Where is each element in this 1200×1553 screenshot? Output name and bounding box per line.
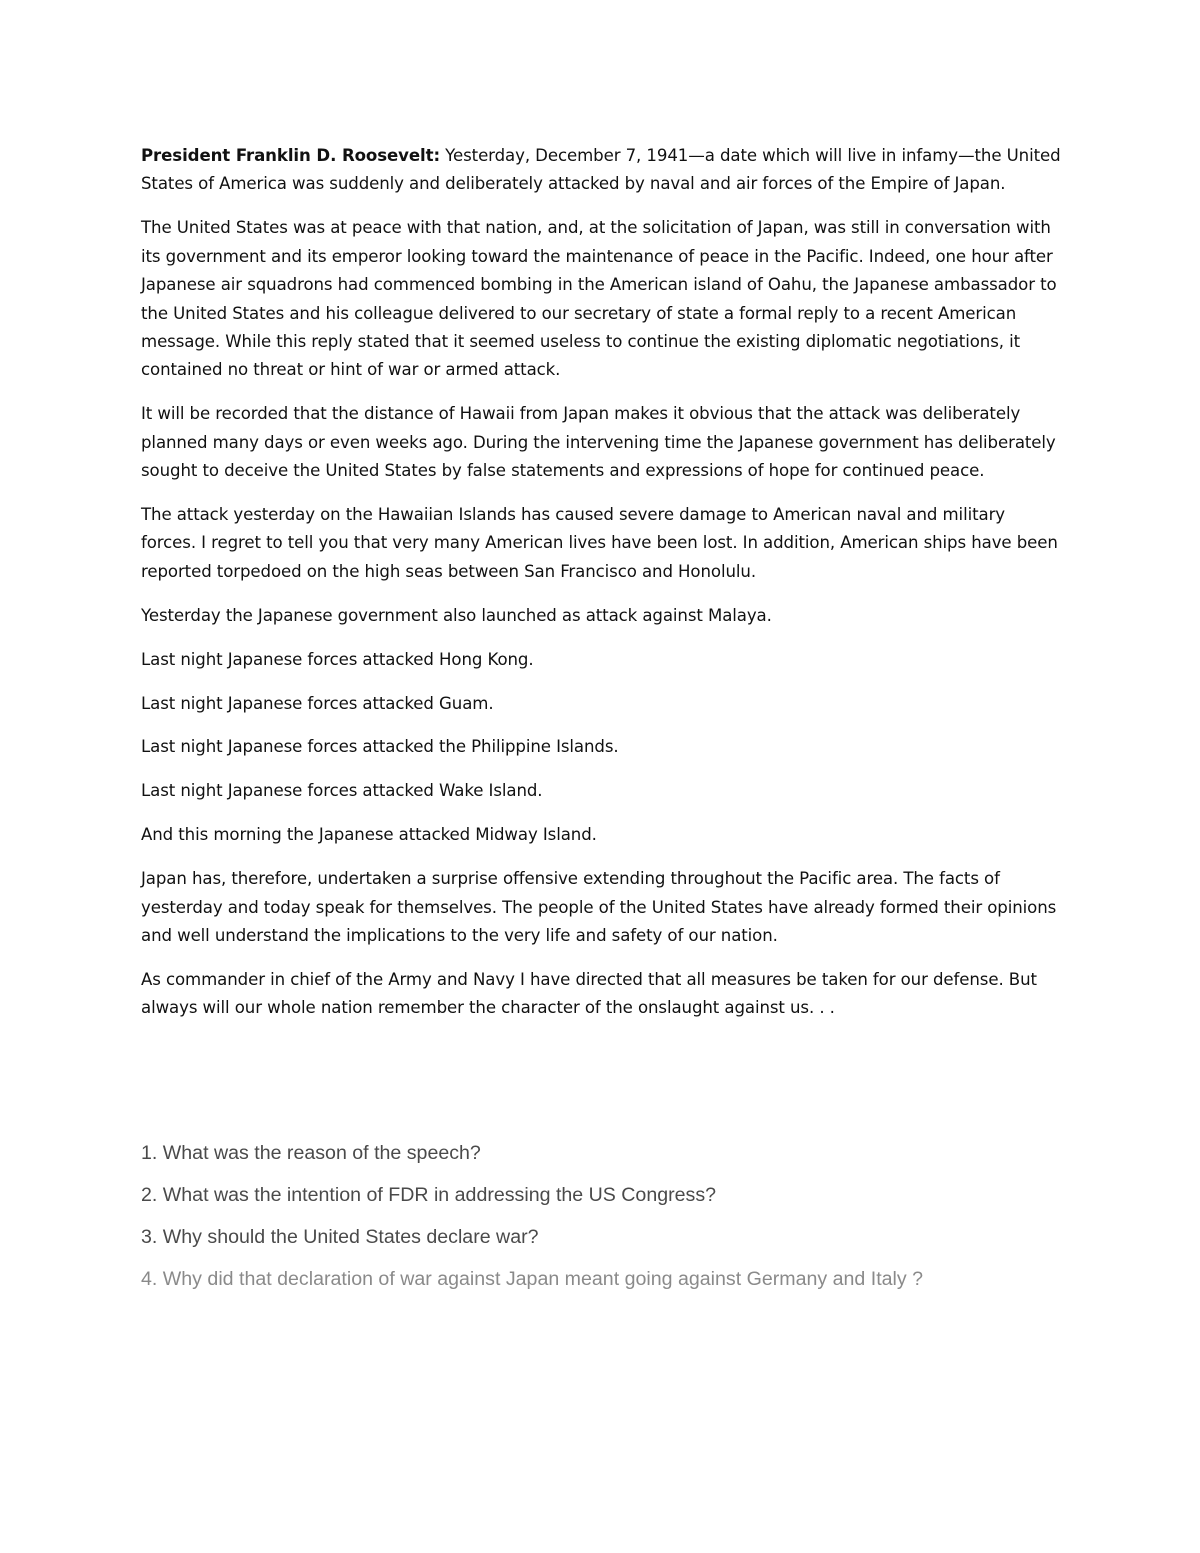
question-item: 3. Why should the United States declare war?	[141, 1226, 539, 1248]
speech-paragraph: As commander in chief of the Army and Navy I have directed that all measures be taken for our defense. But always will our whole nation remember the character of the onslaught against us. . .	[141, 969, 1037, 1018]
speech-paragraph: The attack yesterday on the Hawaiian Islands has caused severe damage to American naval and military forces. I regret to tell you that very many American lives have been lost. In addition, American ships have been reported torpedoed on the high seas between San Francisco and Honolulu.	[141, 504, 1058, 581]
speech-paragraph: Last night Japanese forces attacked Wake Island.	[141, 781, 543, 801]
speech-paragraph: Last night Japanese forces attacked the Philippine Islands.	[141, 737, 619, 757]
question-item: 1. What was the reason of the speech?	[141, 1142, 481, 1164]
speech-paragraph	[141, 142, 1061, 199]
speech-paragraph: The United States was at peace with that nation, and, at the solicitation of Japan, was still in conversation with its government and its emperor looking toward the maintenance of peace in the Pacific. Indeed, one hour after Japanese air squadrons had commenced bombing in the American island of Oahu, the Japanese ambassador to the United States and his colleague delivered to our secretary of state a formal reply to a recent American message. While this reply stated that it seemed useless to continue the existing diplomatic negotiations, it contained no threat or hint of war or armed attack.	[141, 218, 1057, 380]
question-list	[141, 1139, 1081, 1307]
paragraph-text: Yesterday, December 7, 1941—a date which will live in infamy—the United States of America was suddenly and deliberately attacked by naval and air forces of the Empire of Japan.	[141, 146, 1061, 194]
speech-paragraph: It will be recorded that the distance of Hawaii from Japan makes it obvious that the attack was deliberately planned many days or even weeks ago. During the intervening time the Japanese government has deliberately sought to deceive the United States by false statements and expressions of hope for continued peace.	[141, 404, 1056, 481]
speech-paragraph: And this morning the Japanese attacked Midway Island.	[141, 825, 597, 845]
speech-paragraph: Last night Japanese forces attacked Guam.	[141, 693, 494, 713]
speech-paragraph: Last night Japanese forces attacked Hong Kong.	[141, 649, 534, 669]
question-item: 4. Why did that declaration of war against Japan meant going against Germany and Italy ?	[141, 1268, 924, 1290]
question-item: 2. What was the intention of FDR in addressing the US Congress?	[141, 1184, 717, 1206]
speech-text	[141, 142, 1061, 1038]
speech-paragraph: Yesterday the Japanese government also launched as attack against Malaya.	[141, 605, 772, 625]
speech-paragraph: Japan has, therefore, undertaken a surprise offensive extending throughout the Pacific area. The facts of yesterday and today speak for themselves. The people of the United States have already formed their opinions and well understand the implications to the very life and safety of our nation.	[141, 869, 1057, 945]
speaker-name: President Franklin D. Roosevelt:	[141, 146, 440, 165]
